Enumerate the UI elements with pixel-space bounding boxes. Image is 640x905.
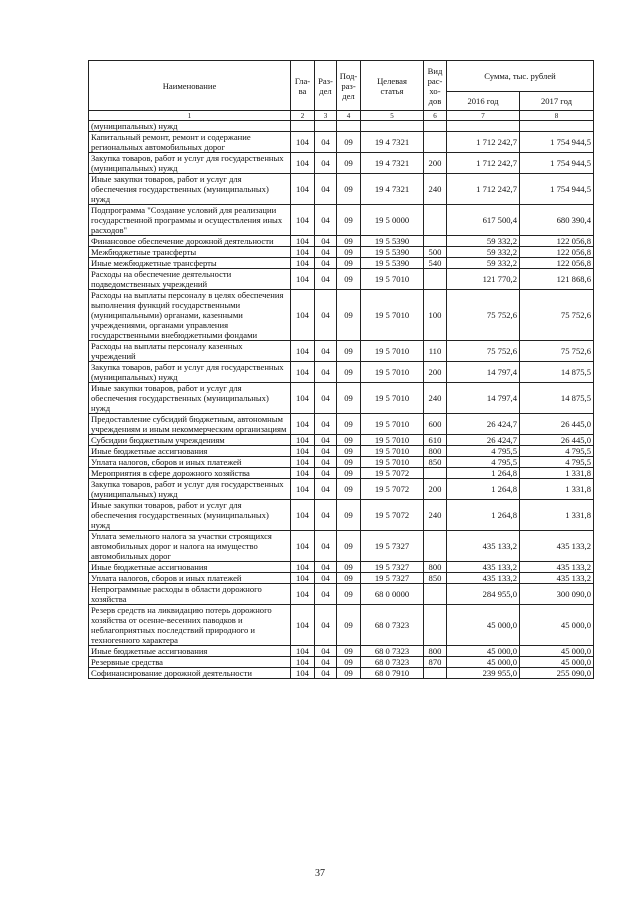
- cell-sum-2017: 14 875,5: [520, 383, 594, 414]
- cell-podrazdel: 09: [337, 414, 361, 435]
- header-sum: Сумма, тыс. рублей: [447, 61, 594, 92]
- cell-sum-2017: 435 133,2: [520, 531, 594, 562]
- cell-vid: [424, 605, 447, 646]
- cell-razdel: 04: [315, 132, 337, 153]
- cell-vid: [424, 132, 447, 153]
- cell-glava: 104: [291, 414, 315, 435]
- cell-sum-2017: 435 133,2: [520, 562, 594, 573]
- cell-sum-2016: 59 332,2: [447, 258, 520, 269]
- column-index: 2: [291, 111, 315, 121]
- cell-sum-2017: 122 056,8: [520, 236, 594, 247]
- cell-razdel: 04: [315, 174, 337, 205]
- cell-sum-2016: 121 770,2: [447, 269, 520, 290]
- cell-target: 19 4 7321: [361, 132, 424, 153]
- column-index: 6: [424, 111, 447, 121]
- cell-razdel: 04: [315, 646, 337, 657]
- cell-sum-2016: 1 712 242,7: [447, 132, 520, 153]
- cell-target: 19 5 7327: [361, 573, 424, 584]
- cell-glava: 104: [291, 132, 315, 153]
- table-row: [89, 258, 594, 269]
- cell-vid: 240: [424, 500, 447, 531]
- cell-podrazdel: 09: [337, 269, 361, 290]
- cell-razdel: 04: [315, 668, 337, 679]
- cell-glava: 104: [291, 500, 315, 531]
- table-row: [89, 205, 594, 236]
- budget-sheet: [88, 60, 593, 679]
- cell-sum-2017: 26 445,0: [520, 435, 594, 446]
- cell-podrazdel: 09: [337, 531, 361, 562]
- column-index: 3: [315, 111, 337, 121]
- cell-target: 19 5 7010: [361, 290, 424, 341]
- cell-target: 19 5 7010: [361, 414, 424, 435]
- cell-sum-2016: 26 424,7: [447, 435, 520, 446]
- cell-glava: 104: [291, 584, 315, 605]
- cell-sum-2016: 45 000,0: [447, 657, 520, 668]
- cell-sum-2016: 75 752,6: [447, 290, 520, 341]
- cell-glava: 104: [291, 646, 315, 657]
- table-row: [89, 247, 594, 258]
- header-2017: 2017 год: [520, 92, 594, 111]
- cell-sum-2017: 1 331,8: [520, 479, 594, 500]
- cell-sum-2016: 617 500,4: [447, 205, 520, 236]
- cell-vid: 800: [424, 646, 447, 657]
- cell-target: 19 5 7010: [361, 269, 424, 290]
- cell-name: Уплата налогов, сборов и иных платежей: [89, 457, 291, 468]
- cell-podrazdel: 09: [337, 383, 361, 414]
- cell-glava: [291, 121, 315, 132]
- budget-table: [88, 60, 594, 679]
- cell-razdel: 04: [315, 479, 337, 500]
- header-2016: 2016 год: [447, 92, 520, 111]
- cell-sum-2017: 680 390,4: [520, 205, 594, 236]
- cell-target: 19 5 5390: [361, 258, 424, 269]
- cell-podrazdel: 09: [337, 457, 361, 468]
- cell-podrazdel: 09: [337, 362, 361, 383]
- cell-vid: [424, 584, 447, 605]
- cell-podrazdel: 09: [337, 258, 361, 269]
- cell-sum-2017: 75 752,6: [520, 341, 594, 362]
- cell-razdel: 04: [315, 468, 337, 479]
- cell-name: Иные межбюджетные трансферты: [89, 258, 291, 269]
- header-vid: Вид рас- хо- дов: [424, 61, 447, 111]
- cell-vid: 200: [424, 362, 447, 383]
- cell-glava: 104: [291, 341, 315, 362]
- cell-glava: 104: [291, 531, 315, 562]
- cell-razdel: 04: [315, 584, 337, 605]
- cell-podrazdel: 09: [337, 174, 361, 205]
- cell-glava: 104: [291, 435, 315, 446]
- cell-podrazdel: 09: [337, 479, 361, 500]
- cell-name: Иные бюджетные ассигнования: [89, 446, 291, 457]
- cell-podrazdel: 09: [337, 205, 361, 236]
- cell-vid: 240: [424, 174, 447, 205]
- table-row: [89, 362, 594, 383]
- cell-sum-2016: 1 712 242,7: [447, 153, 520, 174]
- cell-razdel: 04: [315, 290, 337, 341]
- cell-vid: [424, 121, 447, 132]
- cell-sum-2017: 300 090,0: [520, 584, 594, 605]
- cell-vid: [424, 205, 447, 236]
- column-index: 4: [337, 111, 361, 121]
- cell-sum-2016: 435 133,2: [447, 562, 520, 573]
- cell-target: 19 5 7010: [361, 435, 424, 446]
- cell-name: Подпрограмма "Создание условий для реализации государственной программы и осуществления иных расходов": [89, 205, 291, 236]
- cell-vid: 610: [424, 435, 447, 446]
- cell-target: 19 5 5390: [361, 247, 424, 258]
- cell-target: 68 0 7323: [361, 646, 424, 657]
- cell-glava: 104: [291, 362, 315, 383]
- table-row: [89, 435, 594, 446]
- cell-name: Иные закупки товаров, работ и услуг для обеспечения государственных (муниципальных) нужд: [89, 500, 291, 531]
- cell-name: Иные закупки товаров, работ и услуг для обеспечения государственных (муниципальных) нужд: [89, 383, 291, 414]
- cell-glava: 104: [291, 479, 315, 500]
- cell-glava: 104: [291, 258, 315, 269]
- cell-target: 19 5 5390: [361, 236, 424, 247]
- cell-razdel: 04: [315, 341, 337, 362]
- cell-sum-2017: 45 000,0: [520, 657, 594, 668]
- cell-sum-2016: 45 000,0: [447, 605, 520, 646]
- cell-target: 19 5 7010: [361, 383, 424, 414]
- cell-target: 19 4 7321: [361, 174, 424, 205]
- cell-name: Капитальный ремонт, ремонт и содержание региональных автомобильных дорог: [89, 132, 291, 153]
- column-index: 1: [89, 111, 291, 121]
- header-glava: Гла- ва: [291, 61, 315, 111]
- cell-vid: 870: [424, 657, 447, 668]
- cell-target: 19 5 7072: [361, 500, 424, 531]
- cell-razdel: 04: [315, 247, 337, 258]
- cell-podrazdel: 09: [337, 132, 361, 153]
- cell-sum-2017: 1 754 944,5: [520, 174, 594, 205]
- cell-target: 68 0 7323: [361, 657, 424, 668]
- cell-sum-2017: 1 331,8: [520, 468, 594, 479]
- cell-glava: 104: [291, 290, 315, 341]
- cell-name: Расходы на выплаты персоналу в целях обеспечения выполнения функций государственными (муниципальными) органами, казенными учреждениями, органами управления государственными внебюджетными фондами: [89, 290, 291, 341]
- cell-podrazdel: 09: [337, 236, 361, 247]
- cell-glava: 104: [291, 668, 315, 679]
- table-row: [89, 479, 594, 500]
- cell-sum-2017: 121 868,6: [520, 269, 594, 290]
- cell-podrazdel: 09: [337, 657, 361, 668]
- cell-podrazdel: 09: [337, 562, 361, 573]
- cell-razdel: 04: [315, 573, 337, 584]
- column-index: 8: [520, 111, 594, 121]
- cell-vid: 240: [424, 383, 447, 414]
- cell-glava: 104: [291, 457, 315, 468]
- table-row: [89, 269, 594, 290]
- cell-sum-2016: 284 955,0: [447, 584, 520, 605]
- cell-sum-2017: 1 754 944,5: [520, 153, 594, 174]
- cell-sum-2017: 435 133,2: [520, 573, 594, 584]
- cell-name: Софинансирование дорожной деятельности: [89, 668, 291, 679]
- cell-sum-2017: 1 331,8: [520, 500, 594, 531]
- cell-podrazdel: [337, 121, 361, 132]
- cell-sum-2016: 239 955,0: [447, 668, 520, 679]
- cell-razdel: 04: [315, 531, 337, 562]
- cell-sum-2017: 26 445,0: [520, 414, 594, 435]
- cell-name: Расходы на выплаты персоналу казенных учреждений: [89, 341, 291, 362]
- cell-razdel: 04: [315, 205, 337, 236]
- cell-sum-2016: 1 712 242,7: [447, 174, 520, 205]
- cell-sum-2017: 75 752,6: [520, 290, 594, 341]
- cell-podrazdel: 09: [337, 341, 361, 362]
- cell-target: 19 5 7327: [361, 562, 424, 573]
- table-row: [89, 657, 594, 668]
- header-target: Целевая статья: [361, 61, 424, 111]
- cell-glava: 104: [291, 269, 315, 290]
- cell-glava: 104: [291, 468, 315, 479]
- cell-sum-2016: 14 797,4: [447, 362, 520, 383]
- cell-name: (муниципальных) нужд: [89, 121, 291, 132]
- cell-target: 19 4 7321: [361, 153, 424, 174]
- cell-vid: [424, 468, 447, 479]
- header-name: Наименование: [89, 61, 291, 111]
- table-row: [89, 531, 594, 562]
- cell-name: Мероприятия в сфере дорожного хозяйства: [89, 468, 291, 479]
- cell-sum-2017: 122 056,8: [520, 247, 594, 258]
- cell-glava: 104: [291, 562, 315, 573]
- table-row: [89, 236, 594, 247]
- cell-vid: 100: [424, 290, 447, 341]
- cell-razdel: 04: [315, 258, 337, 269]
- cell-podrazdel: 09: [337, 584, 361, 605]
- cell-glava: 104: [291, 205, 315, 236]
- cell-target: 19 5 7010: [361, 446, 424, 457]
- column-index: 7: [447, 111, 520, 121]
- cell-podrazdel: 09: [337, 500, 361, 531]
- table-row: [89, 562, 594, 573]
- cell-podrazdel: 09: [337, 646, 361, 657]
- cell-target: 19 5 7010: [361, 341, 424, 362]
- table-row: [89, 174, 594, 205]
- table-row: [89, 446, 594, 457]
- table-row: [89, 290, 594, 341]
- table-body: [89, 121, 594, 679]
- cell-name: Закупка товаров, работ и услуг для государственных (муниципальных) нужд: [89, 362, 291, 383]
- cell-name: Предоставление субсидий бюджетным, автономным учреждениям и иным некоммерческим организациям: [89, 414, 291, 435]
- cell-podrazdel: 09: [337, 153, 361, 174]
- cell-podrazdel: 09: [337, 605, 361, 646]
- cell-sum-2016: [447, 121, 520, 132]
- cell-sum-2017: 255 090,0: [520, 668, 594, 679]
- cell-podrazdel: 09: [337, 573, 361, 584]
- cell-glava: 104: [291, 605, 315, 646]
- cell-target: [361, 121, 424, 132]
- cell-vid: 110: [424, 341, 447, 362]
- cell-vid: [424, 269, 447, 290]
- cell-vid: 850: [424, 457, 447, 468]
- cell-glava: 104: [291, 236, 315, 247]
- cell-target: 19 5 7010: [361, 457, 424, 468]
- cell-sum-2016: 14 797,4: [447, 383, 520, 414]
- cell-vid: 500: [424, 247, 447, 258]
- cell-razdel: 04: [315, 236, 337, 247]
- cell-razdel: 04: [315, 500, 337, 531]
- cell-name: Уплата земельного налога за участки строящихся автомобильных дорог и налога на имущество автомобильных дорог: [89, 531, 291, 562]
- table-row: [89, 132, 594, 153]
- cell-glava: 104: [291, 657, 315, 668]
- cell-sum-2016: 59 332,2: [447, 236, 520, 247]
- cell-vid: 800: [424, 562, 447, 573]
- cell-name: Иные бюджетные ассигнования: [89, 562, 291, 573]
- cell-sum-2016: 4 795,5: [447, 457, 520, 468]
- cell-podrazdel: 09: [337, 668, 361, 679]
- table-row: [89, 383, 594, 414]
- cell-target: 19 5 7072: [361, 479, 424, 500]
- cell-sum-2016: 4 795,5: [447, 446, 520, 457]
- cell-name: Закупка товаров, работ и услуг для государственных (муниципальных) нужд: [89, 479, 291, 500]
- cell-sum-2017: 45 000,0: [520, 646, 594, 657]
- cell-glava: 104: [291, 174, 315, 205]
- table-row: [89, 457, 594, 468]
- cell-target: 68 0 7910: [361, 668, 424, 679]
- cell-razdel: [315, 121, 337, 132]
- cell-glava: 104: [291, 247, 315, 258]
- cell-glava: 104: [291, 573, 315, 584]
- cell-name: Финансовое обеспечение дорожной деятельности: [89, 236, 291, 247]
- cell-podrazdel: 09: [337, 446, 361, 457]
- cell-sum-2017: 1 754 944,5: [520, 132, 594, 153]
- cell-sum-2016: 45 000,0: [447, 646, 520, 657]
- cell-sum-2017: 4 795,5: [520, 446, 594, 457]
- cell-name: Непрограммные расходы в области дорожного хозяйства: [89, 584, 291, 605]
- cell-razdel: 04: [315, 269, 337, 290]
- cell-sum-2016: 435 133,2: [447, 573, 520, 584]
- table-row: [89, 121, 594, 132]
- cell-sum-2016: 1 264,8: [447, 468, 520, 479]
- cell-vid: 850: [424, 573, 447, 584]
- cell-glava: 104: [291, 383, 315, 414]
- cell-razdel: 04: [315, 457, 337, 468]
- cell-glava: 104: [291, 446, 315, 457]
- table-row: [89, 668, 594, 679]
- cell-name: Уплата налогов, сборов и иных платежей: [89, 573, 291, 584]
- table-row: [89, 605, 594, 646]
- table-row: [89, 573, 594, 584]
- table-row: [89, 500, 594, 531]
- cell-name: Закупка товаров, работ и услуг для государственных (муниципальных) нужд: [89, 153, 291, 174]
- cell-name: Резерв средств на ликвидацию потерь дорожного хозяйства от осенне-весенних паводков и неблагоприятных последствий природного и техногенного характера: [89, 605, 291, 646]
- cell-podrazdel: 09: [337, 435, 361, 446]
- cell-vid: 540: [424, 258, 447, 269]
- cell-vid: 800: [424, 446, 447, 457]
- cell-razdel: 04: [315, 657, 337, 668]
- cell-sum-2016: 59 332,2: [447, 247, 520, 258]
- table-row: [89, 153, 594, 174]
- cell-razdel: 04: [315, 383, 337, 414]
- cell-name: Иные бюджетные ассигнования: [89, 646, 291, 657]
- cell-name: Субсидии бюджетным учреждениям: [89, 435, 291, 446]
- cell-sum-2016: 75 752,6: [447, 341, 520, 362]
- cell-razdel: 04: [315, 446, 337, 457]
- cell-podrazdel: 09: [337, 247, 361, 258]
- header-podrazdel: Под- раз- дел: [337, 61, 361, 111]
- cell-razdel: 04: [315, 153, 337, 174]
- cell-sum-2017: 45 000,0: [520, 605, 594, 646]
- table-row: [89, 414, 594, 435]
- cell-target: 19 5 7010: [361, 362, 424, 383]
- table-row: [89, 341, 594, 362]
- page-number: 37: [315, 868, 325, 879]
- cell-vid: [424, 531, 447, 562]
- cell-target: 68 0 7323: [361, 605, 424, 646]
- cell-sum-2016: 435 133,2: [447, 531, 520, 562]
- cell-razdel: 04: [315, 435, 337, 446]
- table-row: [89, 468, 594, 479]
- cell-podrazdel: 09: [337, 468, 361, 479]
- column-index-row: [89, 111, 594, 121]
- cell-glava: 104: [291, 153, 315, 174]
- cell-sum-2017: 14 875,5: [520, 362, 594, 383]
- cell-vid: [424, 236, 447, 247]
- column-index: 5: [361, 111, 424, 121]
- cell-sum-2017: 122 056,8: [520, 258, 594, 269]
- cell-razdel: 04: [315, 562, 337, 573]
- cell-name: Иные закупки товаров, работ и услуг для обеспечения государственных (муниципальных) нужд: [89, 174, 291, 205]
- cell-razdel: 04: [315, 414, 337, 435]
- cell-razdel: 04: [315, 605, 337, 646]
- table-row: [89, 584, 594, 605]
- cell-target: 68 0 0000: [361, 584, 424, 605]
- cell-sum-2017: [520, 121, 594, 132]
- cell-target: 19 5 0000: [361, 205, 424, 236]
- cell-sum-2017: 4 795,5: [520, 457, 594, 468]
- cell-target: 19 5 7072: [361, 468, 424, 479]
- cell-sum-2016: 26 424,7: [447, 414, 520, 435]
- cell-name: Межбюджетные трансферты: [89, 247, 291, 258]
- cell-sum-2016: 1 264,8: [447, 479, 520, 500]
- cell-podrazdel: 09: [337, 290, 361, 341]
- cell-vid: 200: [424, 479, 447, 500]
- cell-vid: 200: [424, 153, 447, 174]
- cell-name: Резервные средства: [89, 657, 291, 668]
- table-row: [89, 646, 594, 657]
- cell-vid: 600: [424, 414, 447, 435]
- header-razdel: Раз- дел: [315, 61, 337, 111]
- cell-target: 19 5 7327: [361, 531, 424, 562]
- cell-name: Расходы на обеспечение деятельности подведомственных учреждений: [89, 269, 291, 290]
- cell-razdel: 04: [315, 362, 337, 383]
- cell-vid: [424, 668, 447, 679]
- cell-sum-2016: 1 264,8: [447, 500, 520, 531]
